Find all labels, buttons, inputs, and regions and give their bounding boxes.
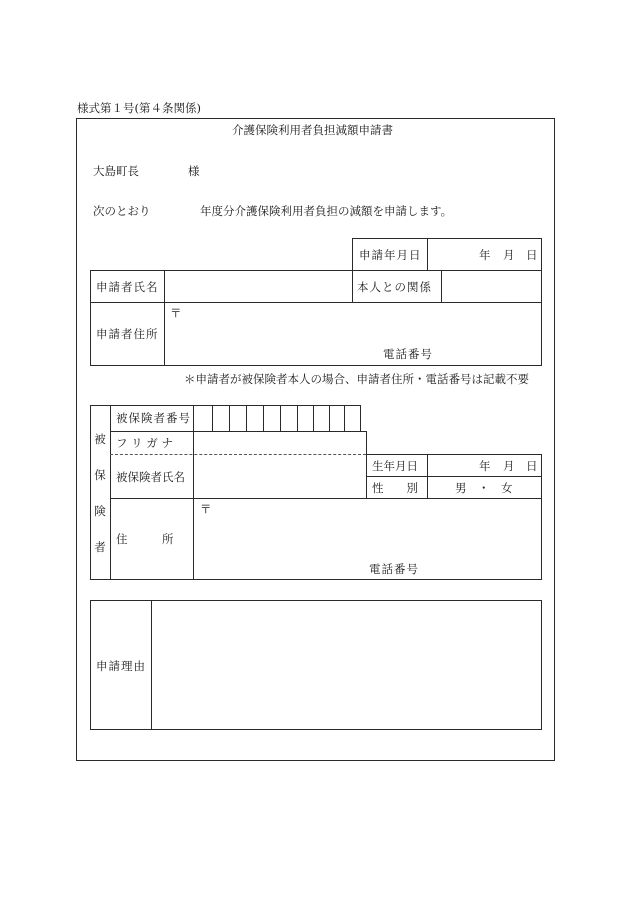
birth-date-label: 生年月日 (372, 459, 418, 473)
insured-name-field[interactable] (194, 455, 366, 498)
insured-address-field[interactable] (194, 499, 541, 579)
reason-label: 申請理由 (96, 659, 146, 673)
applicant-address-label: 申請者住所 (96, 327, 159, 341)
applicant-note: ＊申請者が被保険者本人の場合、申請者住所・電話番号は記載不要 (184, 372, 529, 386)
date-year-unit: 年 (479, 248, 491, 262)
relation-field[interactable] (442, 271, 541, 302)
request-prefix: 次のとおり (93, 204, 151, 218)
applicant-address-field[interactable] (165, 303, 541, 365)
form-title: 介護保険利用者負担減額申請書 (232, 123, 393, 137)
insured-number-label: 被保険者番号 (116, 411, 191, 425)
birth-day-unit: 日 (526, 459, 538, 473)
application-date-field[interactable] (428, 239, 541, 270)
birth-date-field[interactable] (428, 455, 541, 476)
insured-section-label: 被 保 険 者 (94, 432, 106, 554)
sex-label: 性 別 (372, 481, 418, 495)
form-number: 様式第１号(第４条関係) (77, 101, 201, 115)
request-body: 年度分介護保険利用者負担の減額を申請します。 (200, 204, 453, 218)
reason-field[interactable] (152, 601, 541, 729)
applicant-phone-label: 電話番号 (383, 347, 433, 361)
furigana-field[interactable] (194, 432, 366, 454)
application-date-label: 申請年月日 (359, 248, 422, 262)
applicant-name-label: 申請者氏名 (96, 280, 159, 294)
birth-year-unit: 年 (479, 459, 491, 473)
postal-mark-icon: 〒 (170, 306, 182, 320)
relation-label: 本人との関係 (357, 280, 432, 294)
addressee-suffix: 様 (188, 164, 200, 178)
addressee: 大島町長 (93, 164, 139, 178)
insured-name-label: 被保険者氏名 (116, 470, 185, 484)
applicant-name-field[interactable] (165, 271, 352, 302)
birth-month-unit: 月 (503, 459, 515, 473)
sex-options[interactable]: 男 ・ 女 (455, 481, 513, 495)
insured-postal-mark-icon: 〒 (200, 502, 212, 516)
insured-number-field[interactable] (194, 406, 360, 431)
furigana-label: フ リ ガ ナ (116, 436, 173, 450)
insured-phone-label: 電話番号 (369, 562, 419, 576)
date-month-unit: 月 (503, 248, 515, 262)
insured-address-label: 住 所 (116, 532, 174, 546)
date-day-unit: 日 (526, 248, 538, 262)
